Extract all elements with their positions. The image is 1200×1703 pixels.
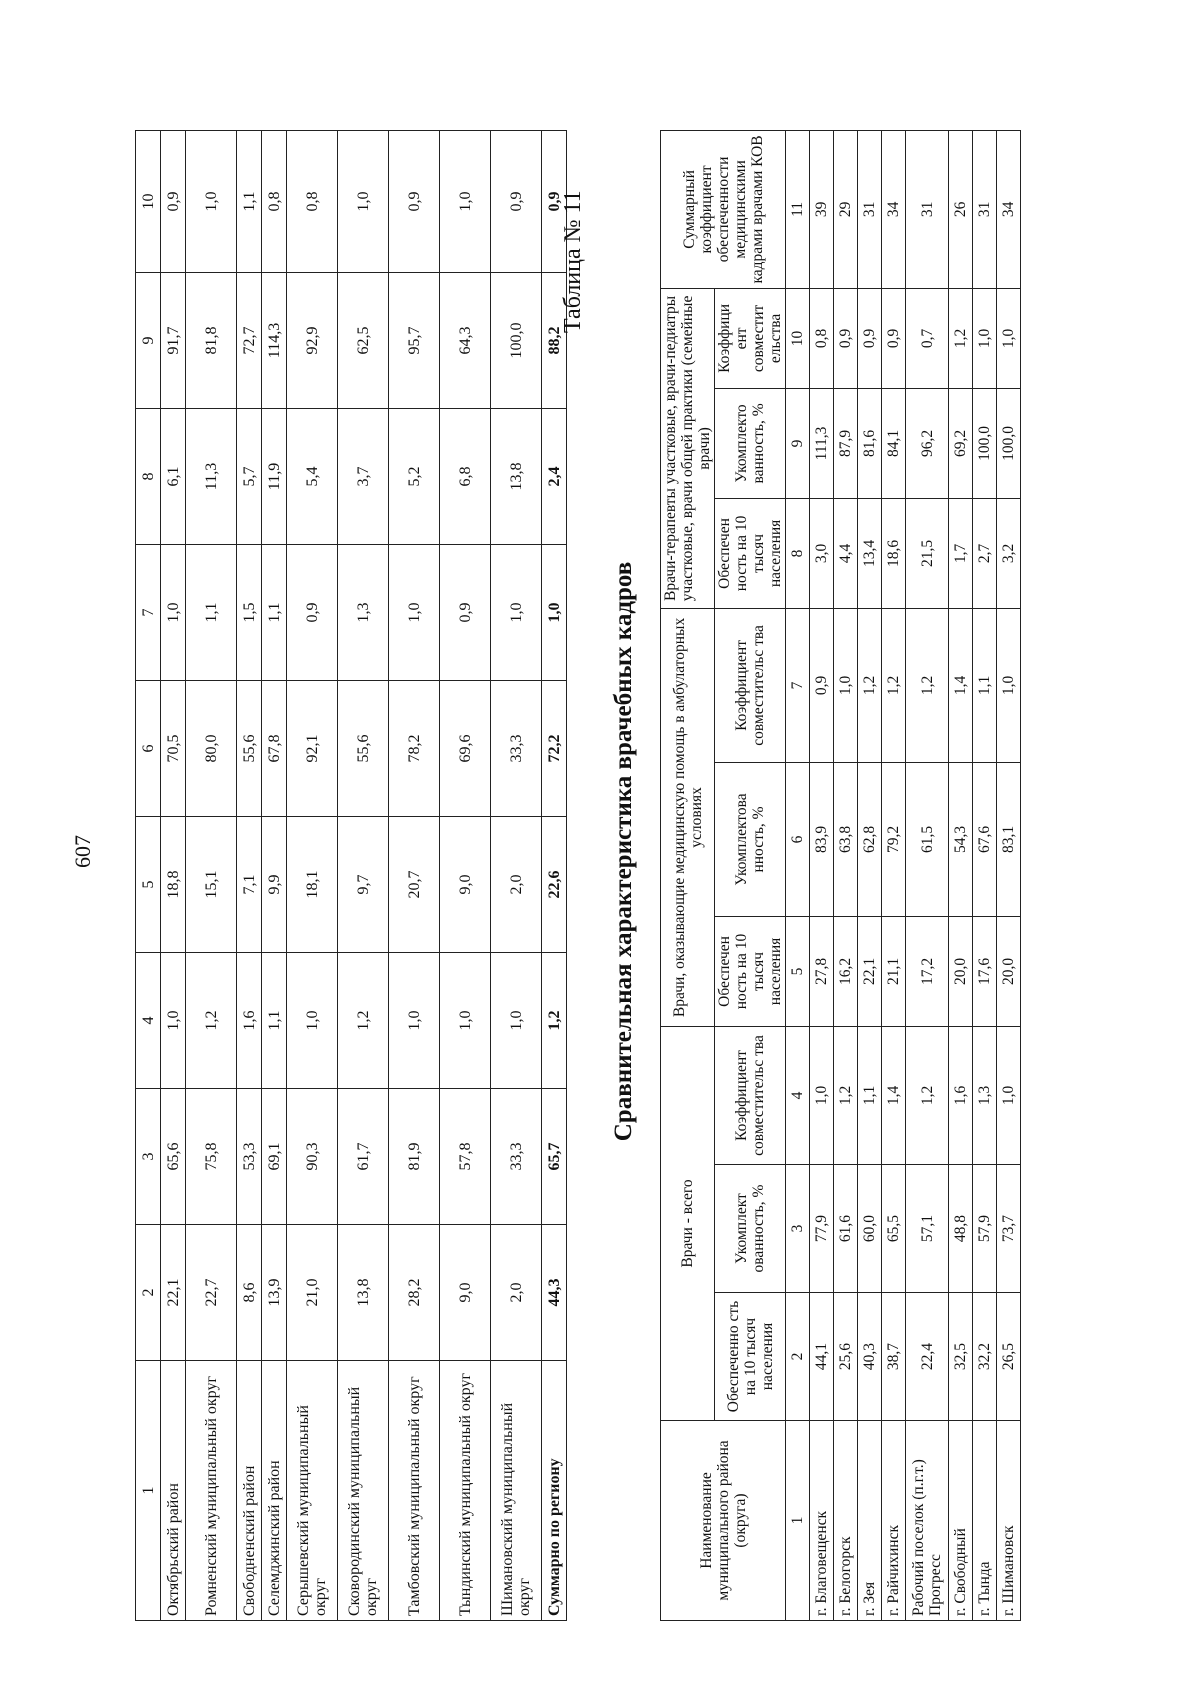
cell-value: 100,0 xyxy=(491,273,542,409)
cell-value: 65,5 xyxy=(882,1165,906,1293)
cell-value: 1,4 xyxy=(882,1026,906,1164)
cell-value: 3,7 xyxy=(338,409,389,545)
cell-value: 34 xyxy=(882,130,906,288)
cell-value: 65,7 xyxy=(542,1089,567,1225)
cell-value: 81,9 xyxy=(389,1089,440,1225)
cell-value: 69,1 xyxy=(262,1089,287,1225)
cell-value: 16,2 xyxy=(834,916,858,1026)
cell-value: 48,8 xyxy=(949,1165,973,1293)
header-staffing: Укомплект ованность, % xyxy=(715,1165,786,1293)
cell-value: 0,8 xyxy=(262,131,287,273)
row-name: г. Свободный xyxy=(949,1421,973,1621)
cell-value: 31 xyxy=(906,130,949,288)
table-row xyxy=(882,130,906,1620)
cell-value: 1,6 xyxy=(949,1026,973,1164)
cell-value: 22,7 xyxy=(186,1225,237,1361)
cell-value: 33,3 xyxy=(491,1089,542,1225)
cell-value: 72,7 xyxy=(237,273,262,409)
cell-value: 1,0 xyxy=(161,545,186,681)
cell-value: 13,9 xyxy=(262,1225,287,1361)
column-number: 4 xyxy=(786,1026,810,1164)
cell-value: 81,8 xyxy=(186,273,237,409)
row-name: г. Белогорск xyxy=(834,1421,858,1621)
column-number: 8 xyxy=(786,498,810,608)
row-name: Шимановский муниципальный округ xyxy=(491,1361,542,1621)
row-name: Ромненский муниципальный округ xyxy=(186,1361,237,1621)
cell-value: 61,7 xyxy=(338,1089,389,1225)
table-row xyxy=(262,131,287,1621)
column-number: 9 xyxy=(136,273,161,409)
cell-value: 1,0 xyxy=(491,953,542,1089)
cell-value: 38,7 xyxy=(882,1293,906,1421)
cell-value: 95,7 xyxy=(389,273,440,409)
cell-value: 34 xyxy=(997,130,1021,288)
cell-value: 22,6 xyxy=(542,817,567,953)
cell-value: 1,0 xyxy=(491,545,542,681)
row-name: Суммарно по региону xyxy=(542,1361,567,1621)
row-name: г. Зея xyxy=(858,1421,882,1621)
cell-value: 8,6 xyxy=(237,1225,262,1361)
cell-value: 63,8 xyxy=(834,762,858,916)
cell-value: 1,0 xyxy=(973,288,997,388)
column-number: 3 xyxy=(136,1089,161,1225)
header-group-district: Врачи-терапевты участковые, врачи-педиатры участковые, врачи общей практики (семейные врачи) xyxy=(661,288,715,608)
cell-value: 1,0 xyxy=(997,288,1021,388)
cell-value: 3,0 xyxy=(810,498,834,608)
cell-value: 6,1 xyxy=(161,409,186,545)
cell-value: 83,9 xyxy=(810,762,834,916)
column-number: 6 xyxy=(786,762,810,916)
cell-value: 4,4 xyxy=(834,498,858,608)
cell-value: 9,7 xyxy=(338,817,389,953)
cell-value: 1,2 xyxy=(949,288,973,388)
cell-value: 1,5 xyxy=(237,545,262,681)
cell-value: 0,9 xyxy=(491,131,542,273)
row-name: Тамбовский муниципальный округ xyxy=(389,1361,440,1621)
cell-value: 55,6 xyxy=(338,681,389,817)
cell-value: 1,2 xyxy=(338,953,389,1089)
cell-value: 69,2 xyxy=(949,388,973,498)
staff-comparison-table xyxy=(660,130,1021,1621)
cell-value: 0,7 xyxy=(906,288,949,388)
cell-value: 1,0 xyxy=(186,131,237,273)
cell-value: 1,1 xyxy=(237,131,262,273)
table-title: Сравнительная характеристика врачебных кадров xyxy=(610,561,637,1142)
cell-value: 87,9 xyxy=(834,388,858,498)
cell-value: 75,8 xyxy=(186,1089,237,1225)
cell-value: 53,3 xyxy=(237,1089,262,1225)
cell-value: 57,9 xyxy=(973,1165,997,1293)
row-name: г. Шимановск xyxy=(997,1421,1021,1621)
table-row xyxy=(906,130,949,1620)
cell-value: 1,0 xyxy=(338,131,389,273)
cell-value: 1,0 xyxy=(542,545,567,681)
cell-value: 7,1 xyxy=(237,817,262,953)
cell-value: 0,9 xyxy=(161,131,186,273)
header-coefficient: Коэффициент совместительс тва xyxy=(715,1026,786,1164)
cell-value: 78,2 xyxy=(389,681,440,817)
cell-value: 0,9 xyxy=(440,545,491,681)
cell-value: 60,0 xyxy=(858,1165,882,1293)
cell-value: 26 xyxy=(949,130,973,288)
header-row-groups xyxy=(661,130,715,1620)
column-number: 4 xyxy=(136,953,161,1089)
cell-value: 40,3 xyxy=(858,1293,882,1421)
cell-value: 21,0 xyxy=(287,1225,338,1361)
cell-value: 1,0 xyxy=(810,1026,834,1164)
cell-value: 21,1 xyxy=(882,916,906,1026)
table-row xyxy=(338,131,389,1621)
table-row xyxy=(440,131,491,1621)
table-row xyxy=(237,131,262,1621)
column-number: 1 xyxy=(136,1361,161,1621)
cell-value: 90,3 xyxy=(287,1089,338,1225)
cell-value: 57,1 xyxy=(906,1165,949,1293)
cell-value: 18,8 xyxy=(161,817,186,953)
column-number: 3 xyxy=(786,1165,810,1293)
row-name: Свободненский район xyxy=(237,1361,262,1621)
cell-value: 2,0 xyxy=(491,817,542,953)
cell-value: 55,6 xyxy=(237,681,262,817)
header-group-outpatient: Врачи, оказывающие медицинскую помощь в амбулаторных условиях xyxy=(661,608,715,1026)
cell-value: 91,7 xyxy=(161,273,186,409)
cell-value: 0,9 xyxy=(882,288,906,388)
cell-value: 18,6 xyxy=(882,498,906,608)
cell-value: 54,3 xyxy=(949,762,973,916)
header-coefficient-3: Коэффици ент совместит ельства xyxy=(715,288,786,388)
cell-value: 1,2 xyxy=(906,608,949,762)
cell-value: 111,3 xyxy=(810,388,834,498)
table-row xyxy=(287,131,338,1621)
cell-value: 65,6 xyxy=(161,1089,186,1225)
cell-value: 1,0 xyxy=(389,953,440,1089)
cell-value: 1,2 xyxy=(542,953,567,1089)
header-provision-2: Обеспечен ность на 10 тысяч населения xyxy=(715,916,786,1026)
staff-comparison-table-body xyxy=(786,130,1021,1620)
cell-value: 92,1 xyxy=(287,681,338,817)
cell-value: 9,0 xyxy=(440,817,491,953)
table-row xyxy=(161,131,186,1621)
cell-value: 1,1 xyxy=(858,1026,882,1164)
table-number: Таблица № 11 xyxy=(560,190,586,333)
cell-value: 17,2 xyxy=(906,916,949,1026)
column-number: 1 xyxy=(786,1421,810,1621)
cell-value: 1,0 xyxy=(287,953,338,1089)
cell-value: 1,6 xyxy=(237,953,262,1089)
cell-value: 1,1 xyxy=(262,545,287,681)
cell-value: 11,9 xyxy=(262,409,287,545)
cell-value: 62,5 xyxy=(338,273,389,409)
cell-value: 0,9 xyxy=(287,545,338,681)
cell-value: 1,3 xyxy=(973,1026,997,1164)
table-row xyxy=(858,130,882,1620)
cell-value: 1,2 xyxy=(906,1026,949,1164)
cell-value: 1,0 xyxy=(440,953,491,1089)
cell-value: 2,7 xyxy=(973,498,997,608)
cell-value: 0,9 xyxy=(389,131,440,273)
cell-value: 15,1 xyxy=(186,817,237,953)
cell-value: 1,0 xyxy=(997,608,1021,762)
cell-value: 5,2 xyxy=(389,409,440,545)
cell-value: 1,0 xyxy=(997,1026,1021,1164)
column-number: 8 xyxy=(136,409,161,545)
cell-value: 1,2 xyxy=(858,608,882,762)
cell-value: 0,8 xyxy=(287,131,338,273)
row-name: Тындинский муниципальный округ xyxy=(440,1361,491,1621)
cell-value: 5,7 xyxy=(237,409,262,545)
header-coefficient-2: Коэффициент совместительс тва xyxy=(715,608,786,762)
cell-value: 0,9 xyxy=(858,288,882,388)
cell-value: 9,9 xyxy=(262,817,287,953)
cell-value: 1,0 xyxy=(834,608,858,762)
cell-value: 1,7 xyxy=(949,498,973,608)
cell-value: 84,1 xyxy=(882,388,906,498)
cell-value: 0,9 xyxy=(834,288,858,388)
header-total-coefficient: Суммарный коэффициент обеспеченности медицинскими кадрами врачами КОВ xyxy=(661,130,786,288)
cell-value: 72,2 xyxy=(542,681,567,817)
cell-value: 29 xyxy=(834,130,858,288)
header-staffing-2: Укомплектова нность, % xyxy=(715,762,786,916)
header-name-column: Наименование муниципального района (округа) xyxy=(661,1421,786,1621)
table-row xyxy=(186,131,237,1621)
column-number: 7 xyxy=(786,608,810,762)
table-row xyxy=(810,130,834,1620)
cell-value: 1,3 xyxy=(338,545,389,681)
cell-value: 21,5 xyxy=(906,498,949,608)
cell-value: 1,0 xyxy=(389,545,440,681)
cell-value: 77,9 xyxy=(810,1165,834,1293)
cell-value: 13,8 xyxy=(338,1225,389,1361)
row-name: Октябрьский район xyxy=(161,1361,186,1621)
column-number: 2 xyxy=(136,1225,161,1361)
cell-value: 33,3 xyxy=(491,681,542,817)
cell-value: 13,4 xyxy=(858,498,882,608)
cell-value: 1,1 xyxy=(186,545,237,681)
table-row xyxy=(949,130,973,1620)
cell-value: 1,2 xyxy=(882,608,906,762)
cell-value: 25,6 xyxy=(834,1293,858,1421)
cell-value: 70,5 xyxy=(161,681,186,817)
column-number: 10 xyxy=(786,288,810,388)
cell-value: 1,1 xyxy=(973,608,997,762)
page-number: 607 xyxy=(70,835,95,868)
cell-value: 44,1 xyxy=(810,1293,834,1421)
cell-value: 1,1 xyxy=(262,953,287,1089)
cell-value: 6,8 xyxy=(440,409,491,545)
cell-value: 0,9 xyxy=(810,608,834,762)
cell-value: 92,9 xyxy=(287,273,338,409)
column-number: 7 xyxy=(136,545,161,681)
column-number: 9 xyxy=(786,388,810,498)
cell-value: 3,2 xyxy=(997,498,1021,608)
cell-value: 2,4 xyxy=(542,409,567,545)
cell-value: 2,0 xyxy=(491,1225,542,1361)
column-number: 5 xyxy=(786,916,810,1026)
cell-value: 61,5 xyxy=(906,762,949,916)
cell-value: 32,2 xyxy=(973,1293,997,1421)
cell-value: 44,3 xyxy=(542,1225,567,1361)
row-name: Сковородинский муниципальный округ xyxy=(338,1361,389,1621)
cell-value: 20,0 xyxy=(949,916,973,1026)
cell-value: 79,2 xyxy=(882,762,906,916)
header-provision-3: Обеспечен ность на 10 тысяч населения xyxy=(715,498,786,608)
cell-value: 5,4 xyxy=(287,409,338,545)
cell-value: 0,8 xyxy=(810,288,834,388)
table-row xyxy=(389,131,440,1621)
cell-value: 11,3 xyxy=(186,409,237,545)
row-name: г. Тында xyxy=(973,1421,997,1621)
table-row xyxy=(997,130,1021,1620)
cell-value: 114,3 xyxy=(262,273,287,409)
column-number: 11 xyxy=(786,130,810,288)
header-row-subcolumns xyxy=(715,130,786,1620)
continuation-table-body xyxy=(136,131,567,1621)
cell-value: 22,4 xyxy=(906,1293,949,1421)
cell-value: 69,6 xyxy=(440,681,491,817)
cell-value: 73,7 xyxy=(997,1165,1021,1293)
header-provision: Обеспеченно сть на 10 тысяч населения xyxy=(715,1293,786,1421)
cell-value: 100,0 xyxy=(997,388,1021,498)
header-staffing-3: Укомплекто ванность, % xyxy=(715,388,786,498)
cell-value: 17,6 xyxy=(973,916,997,1026)
table-row xyxy=(834,130,858,1620)
cell-value: 61,6 xyxy=(834,1165,858,1293)
cell-value: 32,5 xyxy=(949,1293,973,1421)
row-name: г. Райчихинск xyxy=(882,1421,906,1621)
row-name: Рабочий поселок (п.г.т.) Прогресс xyxy=(906,1421,949,1621)
cell-value: 22,1 xyxy=(161,1225,186,1361)
row-name: Селемджинский район xyxy=(262,1361,287,1621)
cell-value: 67,8 xyxy=(262,681,287,817)
cell-value: 1,2 xyxy=(834,1026,858,1164)
column-number: 5 xyxy=(136,817,161,953)
cell-value: 28,2 xyxy=(389,1225,440,1361)
table-row xyxy=(973,130,997,1620)
cell-value: 31 xyxy=(858,130,882,288)
cell-value: 96,2 xyxy=(906,388,949,498)
column-number-row xyxy=(136,131,161,1621)
cell-value: 20,7 xyxy=(389,817,440,953)
cell-value: 1,0 xyxy=(440,131,491,273)
cell-value: 100,0 xyxy=(973,388,997,498)
cell-value: 18,1 xyxy=(287,817,338,953)
cell-value: 39 xyxy=(810,130,834,288)
cell-value: 83,1 xyxy=(997,762,1021,916)
cell-value: 81,6 xyxy=(858,388,882,498)
table-row xyxy=(542,131,567,1621)
column-number: 6 xyxy=(136,681,161,817)
cell-value: 27,8 xyxy=(810,916,834,1026)
column-number-row xyxy=(786,130,810,1620)
cell-value: 1,4 xyxy=(949,608,973,762)
cell-value: 67,6 xyxy=(973,762,997,916)
cell-value: 22,1 xyxy=(858,916,882,1026)
cell-value: 80,0 xyxy=(186,681,237,817)
cell-value: 1,0 xyxy=(161,953,186,1089)
row-name: Серышевский муниципальный округ xyxy=(287,1361,338,1621)
cell-value: 9,0 xyxy=(440,1225,491,1361)
cell-value: 62,8 xyxy=(858,762,882,916)
cell-value: 1,2 xyxy=(186,953,237,1089)
row-name: г. Благовещенск xyxy=(810,1421,834,1621)
cell-value: 13,8 xyxy=(491,409,542,545)
cell-value: 88,2 xyxy=(542,273,567,409)
header-group-all-doctors: Врачи - всего xyxy=(661,1026,715,1420)
column-number: 2 xyxy=(786,1293,810,1421)
cell-value: 57,8 xyxy=(440,1089,491,1225)
continuation-table xyxy=(135,130,567,1621)
cell-value: 31 xyxy=(973,130,997,288)
cell-value: 26,5 xyxy=(997,1293,1021,1421)
cell-value: 0,9 xyxy=(542,131,567,273)
table-row xyxy=(491,131,542,1621)
column-number: 10 xyxy=(136,131,161,273)
cell-value: 64,3 xyxy=(440,273,491,409)
cell-value: 20,0 xyxy=(997,916,1021,1026)
